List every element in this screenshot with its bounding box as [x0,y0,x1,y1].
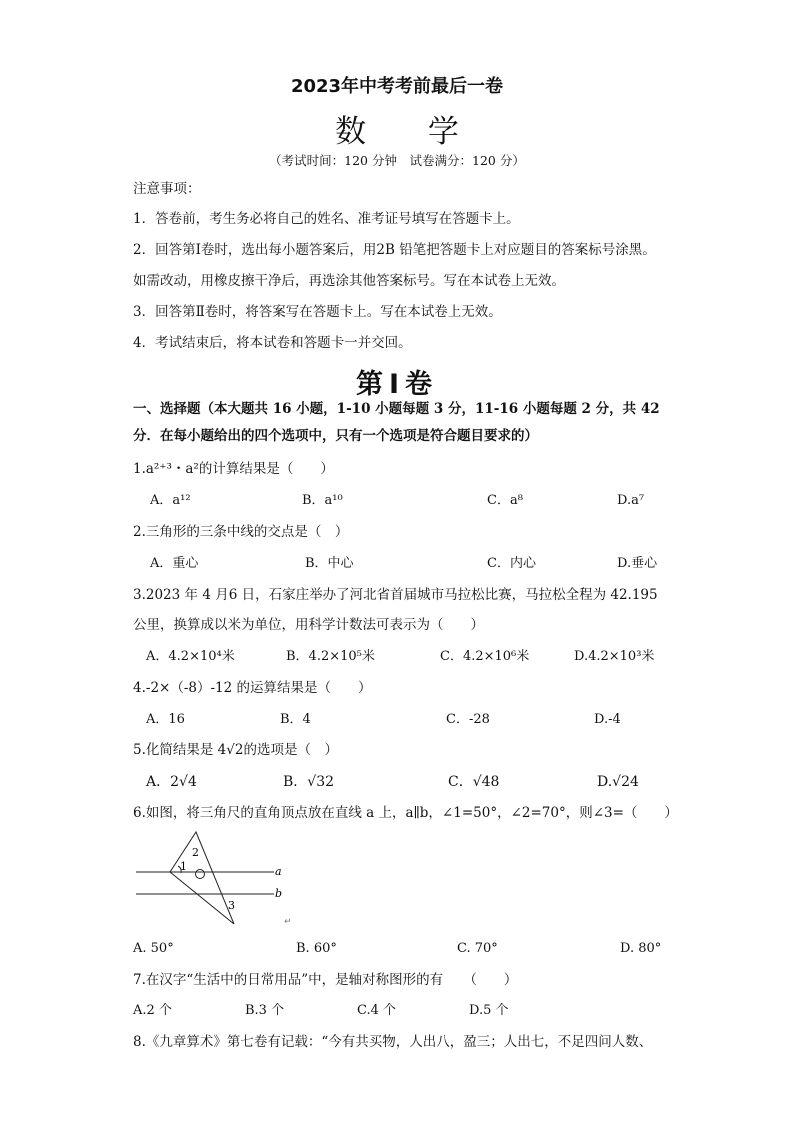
option-c: C．4.2×10⁶米 [440,649,530,664]
option-d: D. 80° [620,941,662,956]
notice-item: 3．回答第Ⅱ卷时，将答案写在答题卡上。写在本试卷上无效。 [133,304,502,320]
option-c: C．√48 [448,774,500,790]
question-stem: 3.2023 年 4 月6 日，石家庄举办了河北省首届城市马拉松比赛，马拉松全程为 42.195 [133,587,658,603]
option-d: D.-4 [594,712,621,727]
question-stem: 2.三角形的三条中线的交点是（ ） [133,524,349,540]
option-a: A．重心 [150,556,199,571]
option-d: D.a⁷ [617,493,645,508]
question-stem: 7.在汉字“生活中的日常用品”中，是轴对称图形的有 （ ） [133,972,518,988]
line-a-label: a [275,865,282,878]
notice-item: 1．答卷前，考生务必将自己的姓名、准考证号填写在答题卡上。 [133,211,520,227]
notice-item: 如需改动，用橡皮擦干净后，再选涂其他答案标号。写在本试卷上无效。 [133,273,565,289]
question-stem: 6.如图，将三角尺的直角顶点放在直线 a 上，a∥b，∠1=50°，∠2=70°，则∠3=（ ） [133,805,678,821]
option-a: A．16 [146,712,185,727]
angle-3-label: 3 [228,899,235,912]
option-d: D.5 个 [469,1003,509,1018]
line-b-label: b [275,887,283,900]
option-a: A．2√4 [146,774,197,790]
option-c: C．a⁸ [487,493,523,508]
geometry-figure [134,830,302,930]
section-heading: 一、选择题（本大题共 16 小题，1-10 小题每题 3 分，11-16 小题每题 2 分，共 42 [133,401,660,417]
option-b: B．4 [280,712,311,727]
paragraph-mark: ↵ [284,917,292,927]
option-b: B．4.2×10⁵米 [286,649,375,664]
option-d: D.√24 [597,774,639,790]
question-stem: 8.《九章算术》第七卷有记载：“今有共买物，人出八，盈三；人出七，不足四问人数、 [133,1034,653,1050]
subject-title: 数 学 [335,114,485,150]
notice-item: 2．回答第Ⅰ卷时，选出每小题答案后，用2B 铅笔把答题卡上对应题目的答案标号涂黑。 [133,242,656,258]
question-stem: 4.-2×（-8）-12 的运算结果是（ ） [133,680,372,696]
triangle-parallel-lines-diagram [134,830,302,930]
exam-time-note: （考试时间：120 分钟 试卷满分：120 分） [269,153,525,168]
option-c: C．内心 [487,556,536,571]
option-b: B．中心 [305,556,354,571]
option-a: A.2 个 [133,1003,172,1018]
option-c: C.4 个 [357,1003,397,1018]
angle-1-label: 1 [180,860,187,873]
option-a: A．4.2×10⁴米 [146,649,235,664]
angle-2-label: 2 [192,846,199,859]
option-d: D.垂心 [617,556,658,571]
notice-heading: 注意事项： [133,181,201,197]
option-a: A. 50° [133,941,174,956]
option-c: C．-28 [446,712,490,727]
option-b: B. 60° [296,941,337,956]
exam-title: 2023年中考考前最后一卷 [290,76,504,97]
section-heading: 分．在每小题给出的四个选项中，只有一个选项是符合题目要求的） [133,428,538,444]
option-b: B．√32 [283,774,335,790]
notice-item: 4．考试结束后，将本试卷和答题卡一并交回。 [133,335,412,351]
option-a: A．a¹² [150,493,191,508]
option-b: B．a¹⁰ [302,493,343,508]
question-stem: 公里，换算成以米为单位，用科学计数法可表示为（ ） [133,617,484,633]
question-stem: 1.a²⁺³・a²的计算结果是（ ） [133,461,334,477]
right-angle-mark [196,870,205,879]
question-stem: 5.化简结果是 4√2的选项是（ ） [133,742,338,758]
option-d: D.4.2×10³米 [574,649,655,664]
volume-heading: 第Ⅰ卷 [355,369,439,400]
option-b: B.3 个 [245,1003,285,1018]
option-c: C. 70° [457,941,498,956]
